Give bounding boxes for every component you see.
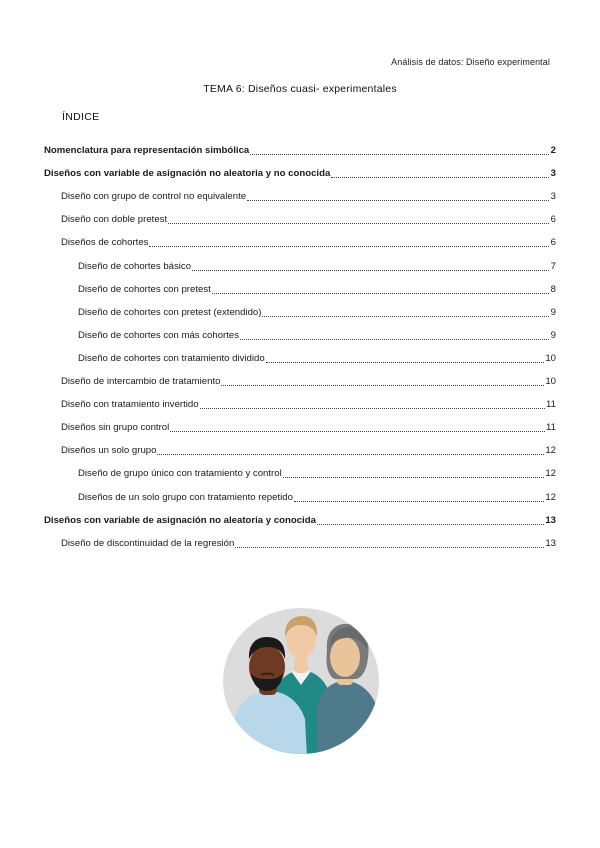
- toc-entry[interactable]: [44, 226, 556, 249]
- toc-dot-leader: [170, 431, 545, 432]
- toc-entry[interactable]: [44, 504, 556, 527]
- toc-entry-page: 3: [550, 191, 556, 203]
- toc-entry-text: Diseños con variable de asignación no aleatoria y no conocida: [44, 168, 331, 180]
- toc-entry[interactable]: [44, 157, 556, 180]
- table-of-contents: [44, 134, 556, 550]
- toc-entry-text: Diseños de un solo grupo con tratamiento repetido: [78, 491, 293, 503]
- toc-entry[interactable]: [44, 273, 556, 296]
- toc-entry-text: Diseño con grupo de control no equivalente: [61, 191, 247, 203]
- toc-entry-page: 11: [546, 399, 556, 411]
- toc-entry[interactable]: [44, 249, 556, 272]
- toc-dot-leader: [192, 270, 549, 271]
- toc-dot-leader: [157, 454, 544, 455]
- toc-entry[interactable]: [44, 457, 556, 480]
- toc-entry-page: 6: [550, 237, 556, 249]
- toc-entry-text: Diseño de cohortes con pretest: [78, 283, 211, 295]
- document-title: TEMA 6: Diseños cuasi- experimentales: [203, 83, 397, 95]
- toc-entry-text: Diseño de cohortes con tratamiento dividido: [78, 352, 265, 364]
- running-header: Análisis de datos: Diseño experimental: [391, 57, 550, 67]
- toc-entry[interactable]: [44, 480, 556, 503]
- toc-dot-leader: [149, 246, 549, 247]
- toc-entry[interactable]: [44, 319, 556, 342]
- toc-dot-leader: [168, 223, 549, 224]
- toc-entry[interactable]: [44, 296, 556, 319]
- toc-entry-page: 10: [545, 376, 556, 388]
- people-group-icon: [221, 607, 381, 755]
- toc-entry-text: Diseño con doble pretest: [61, 214, 168, 226]
- toc-entry[interactable]: [44, 411, 556, 434]
- toc-entry-page: 11: [546, 422, 556, 434]
- toc-entry-text: Diseño de discontinuidad de la regresión: [61, 537, 235, 549]
- toc-dot-leader: [221, 385, 544, 386]
- toc-dot-leader: [294, 501, 544, 502]
- toc-entry-text: Diseños de cohortes: [61, 237, 149, 249]
- toc-entry-page: 10: [545, 352, 556, 364]
- toc-dot-leader: [266, 362, 545, 363]
- toc-entry-page: 9: [550, 329, 556, 341]
- toc-dot-leader: [262, 316, 549, 317]
- toc-entry-text: Nomenclatura para representación simbólica: [44, 145, 250, 157]
- toc-dot-leader: [283, 477, 545, 478]
- toc-entry-page: 2: [550, 145, 556, 157]
- toc-entry[interactable]: [44, 388, 556, 411]
- toc-entry-page: 3: [550, 168, 556, 180]
- toc-dot-leader: [240, 339, 549, 340]
- toc-entry-page: 12: [545, 468, 556, 480]
- toc-entry[interactable]: [44, 434, 556, 457]
- toc-entry-page: 13: [545, 537, 556, 549]
- toc-entry[interactable]: [44, 365, 556, 388]
- toc-entry-text: Diseño de intercambio de tratamiento: [61, 376, 221, 388]
- toc-entry-text: Diseño con tratamiento invertido: [61, 399, 199, 411]
- toc-dot-leader: [250, 154, 549, 155]
- toc-entry-page: 9: [550, 306, 556, 318]
- toc-entry-page: 13: [545, 514, 556, 526]
- toc-entry-page: 12: [545, 491, 556, 503]
- toc-entry-page: 7: [550, 260, 556, 272]
- toc-heading: ÍNDICE: [62, 111, 100, 123]
- toc-entry-text: Diseños con variable de asignación no aleatoria y conocida: [44, 514, 316, 526]
- toc-entry-text: Diseño de cohortes con más cohortes: [78, 329, 240, 341]
- toc-dot-leader: [331, 177, 549, 178]
- toc-dot-leader: [235, 547, 544, 548]
- toc-entry-text: Diseños un solo grupo: [61, 445, 157, 457]
- toc-entry-text: Diseño de grupo único con tratamiento y control: [78, 468, 282, 480]
- toc-entry[interactable]: [44, 203, 556, 226]
- toc-entry[interactable]: [44, 342, 556, 365]
- toc-entry[interactable]: [44, 134, 556, 157]
- toc-dot-leader: [317, 524, 544, 525]
- toc-dot-leader: [200, 408, 545, 409]
- toc-dot-leader: [212, 293, 549, 294]
- toc-entry-text: Diseño de cohortes básico: [78, 260, 192, 272]
- toc-entry-text: Diseños sin grupo control: [61, 422, 170, 434]
- toc-entry-page: 12: [545, 445, 556, 457]
- toc-entry[interactable]: [44, 527, 556, 550]
- toc-dot-leader: [247, 200, 549, 201]
- toc-entry[interactable]: [44, 180, 556, 203]
- toc-entry-page: 6: [550, 214, 556, 226]
- toc-entry-page: 8: [550, 283, 556, 295]
- toc-entry-text: Diseño de cohortes con pretest (extendido): [78, 306, 262, 318]
